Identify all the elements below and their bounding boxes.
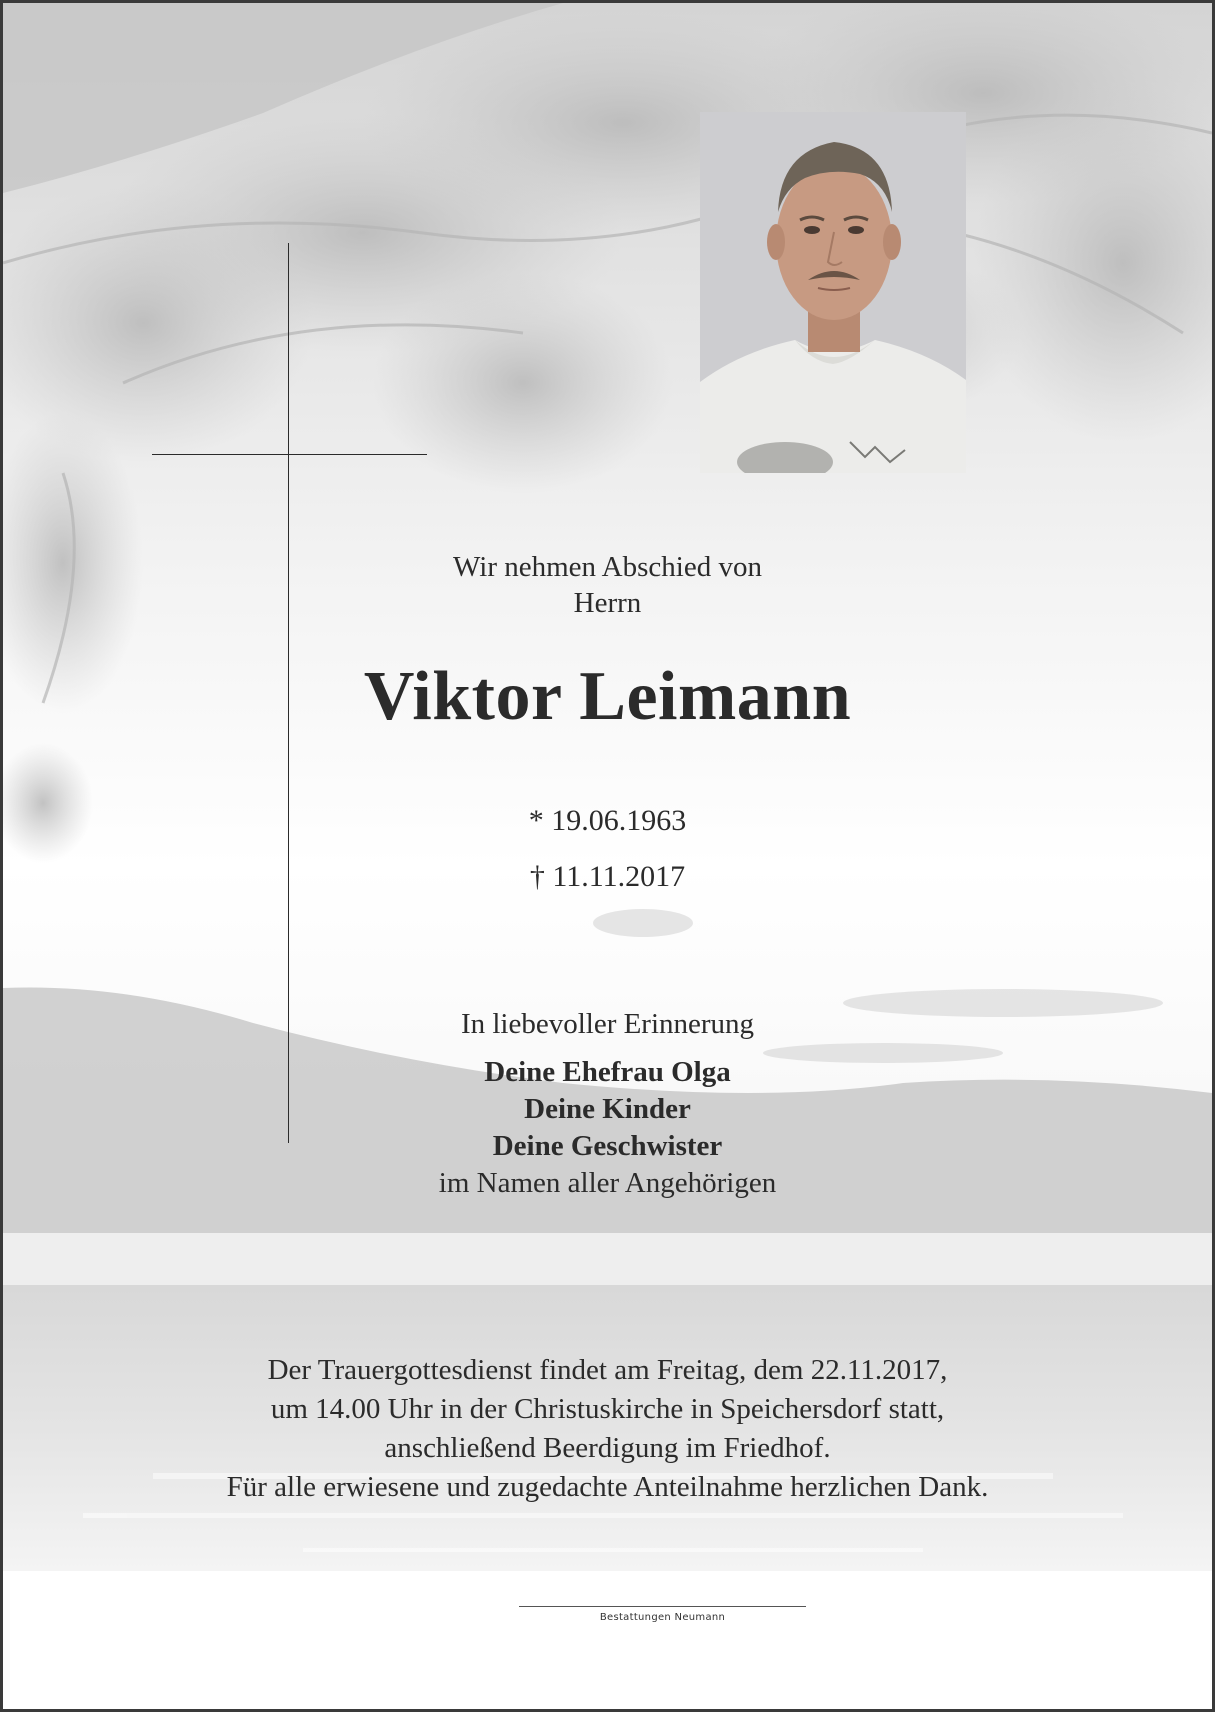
background-landscape (3, 3, 1212, 1571)
mourner-children: Deine Kinder (524, 1093, 691, 1125)
death-date: † 11.11.2017 (529, 860, 686, 893)
intro-text (3, 549, 1212, 621)
service-line-2: um 14.00 Uhr in der Christuskirche in Speichersdorf statt, (270, 1393, 945, 1425)
mourner-wife: Deine Ehefrau Olga (484, 1056, 731, 1088)
cross-icon-crossbar (152, 454, 427, 455)
intro-line: Wir nehmen Abschied von (453, 551, 762, 583)
footer-divider (519, 1606, 806, 1607)
mourner-siblings: Deine Geschwister (492, 1130, 723, 1162)
service-details (3, 1351, 1212, 1507)
mourner-relatives: im Namen aller Angehörigen (438, 1167, 777, 1199)
funeral-home-name: Bestattungen Neumann (599, 1612, 726, 1623)
service-line-3: anschließend Beerdigung im Friedhof. (384, 1432, 831, 1464)
mourners-list (3, 1054, 1212, 1202)
service-line-1: Der Trauergottesdienst findet am Freitag, dem 22.11.2017, (267, 1354, 948, 1386)
birth-date: * 19.06.1963 (528, 804, 687, 837)
salutation: Herrn (573, 587, 642, 619)
portrait-photo (700, 112, 966, 473)
deceased-name: Viktor Leimann (363, 658, 852, 735)
memory-line: In liebevoller Erinnerung (460, 1008, 755, 1040)
life-dates (3, 793, 1212, 905)
service-line-4: Für alle erwiesene und zugedachte Anteilnahme herzlichen Dank. (226, 1471, 989, 1503)
